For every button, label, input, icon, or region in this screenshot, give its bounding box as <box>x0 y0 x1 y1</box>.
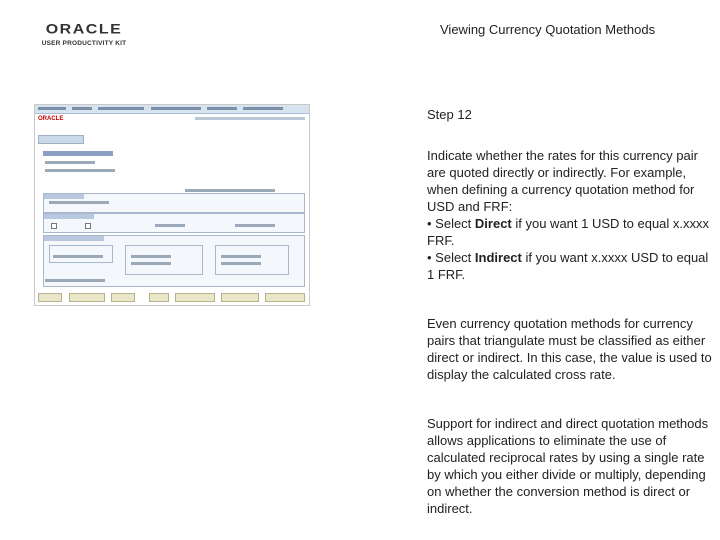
step-number: Step 12 <box>427 107 472 122</box>
instruction-paragraph <box>427 147 712 283</box>
header-links <box>195 117 305 120</box>
triangulation-paragraph: Even currency quotation methods for currency pairs that triangulate must be classified as either direct or indirect. In this case, the value is used to display the calculated cross rate. <box>427 316 712 382</box>
bullet-indirect-term: Indirect <box>474 250 522 265</box>
notify-button <box>111 293 135 302</box>
correct-history-button <box>265 293 305 302</box>
save-button <box>38 293 62 302</box>
include-history-button <box>221 293 259 302</box>
slide-title: Viewing Currency Quotation Methods <box>440 22 656 37</box>
support-paragraph: Support for indirect and direct quotation methods allows applications to eliminate the use of calculated reciprocal rates by using a single rate by which you either divide or multiply, depending on whether the conversion method is direct or indirect. <box>427 416 709 516</box>
instruction-intro: Indicate whether the rates for this currency pair are quoted directly or indirectly. For example, when defining a currency quotation method for USD and FRF: <box>427 148 698 214</box>
app-header <box>35 114 309 124</box>
oracle-upk-logo <box>34 22 134 50</box>
return-to-search-button <box>69 293 105 302</box>
bullet-direct-text: if you want 1 USD to equal x.xxxx FRF. <box>427 216 710 248</box>
bullet-direct-prefix: • Select <box>427 216 475 231</box>
bullet-direct-term: Direct <box>474 216 512 231</box>
page-title-bar <box>43 151 113 156</box>
app-logo: ORACLE <box>38 116 64 122</box>
bullet-indirect-prefix: • Select <box>427 250 475 265</box>
logo-brand: ORACLE <box>45 22 123 37</box>
screenshot-thumbnail <box>34 104 310 306</box>
breadcrumb-bar <box>35 105 309 114</box>
bullet-indirect-text: if you want x.xxxx USD to equal 1 FRF. <box>427 250 709 282</box>
logo-product: USER PRODUCTIVITY KIT <box>41 40 127 47</box>
update-display-button <box>175 293 215 302</box>
add-button <box>149 293 169 302</box>
tab-currency-quotation-method <box>38 135 84 144</box>
